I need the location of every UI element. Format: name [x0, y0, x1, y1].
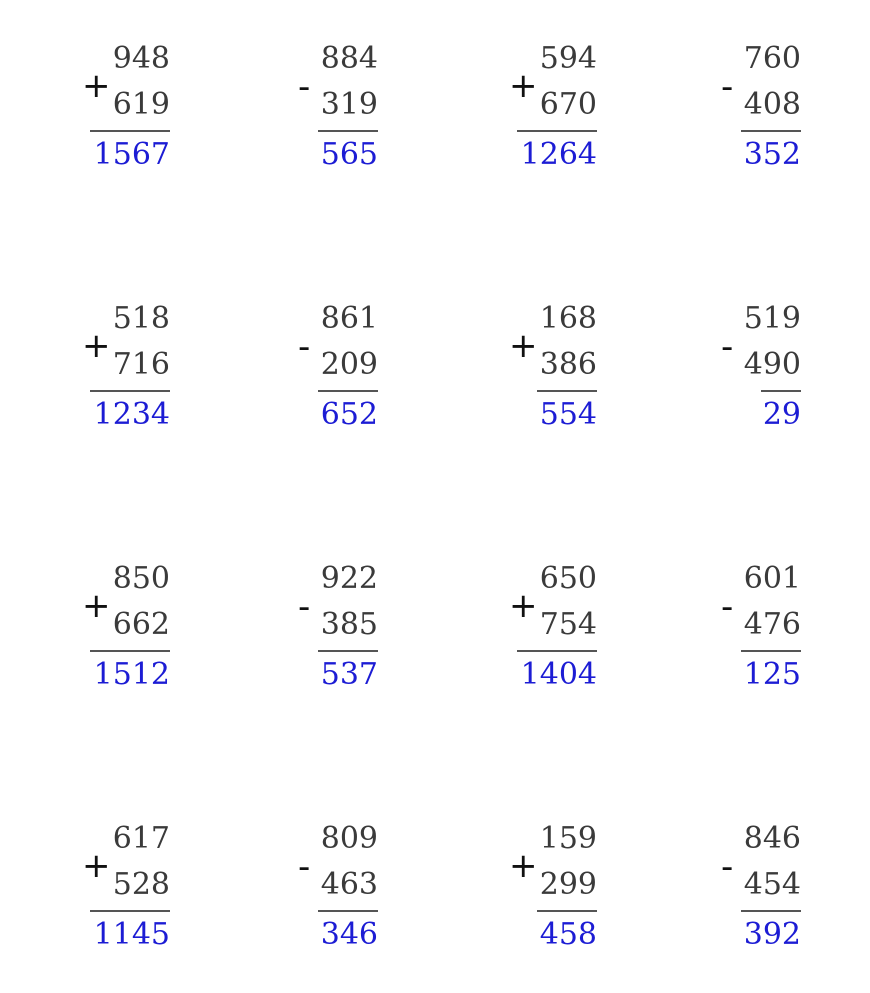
plus-sign: + [509, 846, 538, 886]
bottom-operand: 670 [539, 87, 597, 122]
top-operand: 809 [320, 821, 378, 856]
problem-subtraction [288, 42, 388, 182]
answer: 29 [762, 397, 801, 432]
answer-line [318, 390, 378, 392]
answer: 458 [539, 917, 597, 952]
top-operand: 948 [112, 41, 170, 76]
top-operand: 159 [539, 821, 597, 856]
problem-addition [80, 822, 180, 962]
bottom-operand: 490 [743, 347, 801, 382]
minus-sign: - [721, 847, 734, 887]
minus-sign: - [721, 67, 734, 107]
bottom-operand: 716 [112, 347, 170, 382]
problem-addition [507, 42, 607, 182]
top-operand: 922 [320, 561, 378, 596]
problem-addition [507, 562, 607, 702]
problem-addition [80, 562, 180, 702]
answer-line [517, 650, 597, 652]
plus-sign: + [82, 326, 111, 366]
top-operand: 519 [743, 301, 801, 336]
plus-sign: + [509, 586, 538, 626]
answer: 652 [320, 397, 378, 432]
bottom-operand: 619 [112, 87, 170, 122]
answer-line [90, 650, 170, 652]
answer: 1567 [93, 137, 170, 172]
answer: 1264 [520, 137, 597, 172]
problem-subtraction [288, 302, 388, 442]
answer: 352 [743, 137, 801, 172]
bottom-operand: 386 [539, 347, 597, 382]
problem-subtraction [711, 562, 811, 702]
top-operand: 594 [539, 41, 597, 76]
top-operand: 168 [539, 301, 597, 336]
bottom-operand: 754 [539, 607, 597, 642]
bottom-operand: 454 [743, 867, 801, 902]
problem-addition [80, 42, 180, 182]
answer-line [741, 910, 801, 912]
problem-addition [507, 822, 607, 962]
answer: 1234 [93, 397, 170, 432]
answer-line [318, 130, 378, 132]
bottom-operand: 385 [320, 607, 378, 642]
answer: 554 [539, 397, 597, 432]
answer-line [318, 910, 378, 912]
plus-sign: + [82, 846, 111, 886]
bottom-operand: 662 [112, 607, 170, 642]
answer-line [90, 390, 170, 392]
plus-sign: + [82, 586, 111, 626]
plus-sign: + [509, 66, 538, 106]
minus-sign: - [298, 327, 311, 367]
answer-line [90, 130, 170, 132]
minus-sign: - [721, 587, 734, 627]
problem-subtraction [288, 562, 388, 702]
answer: 1145 [93, 917, 170, 952]
top-operand: 884 [320, 41, 378, 76]
minus-sign: - [721, 327, 734, 367]
problem-subtraction [711, 42, 811, 182]
top-operand: 846 [743, 821, 801, 856]
answer: 1404 [520, 657, 597, 692]
answer-line [537, 390, 597, 392]
answer-line [90, 910, 170, 912]
problem-subtraction [711, 822, 811, 962]
minus-sign: - [298, 847, 311, 887]
bottom-operand: 528 [112, 867, 170, 902]
bottom-operand: 299 [539, 867, 597, 902]
bottom-operand: 463 [320, 867, 378, 902]
answer: 1512 [93, 657, 170, 692]
top-operand: 601 [743, 561, 801, 596]
problem-addition [80, 302, 180, 442]
bottom-operand: 319 [320, 87, 378, 122]
top-operand: 617 [112, 821, 170, 856]
answer-line [761, 390, 801, 392]
bottom-operand: 476 [743, 607, 801, 642]
answer: 537 [320, 657, 378, 692]
answer-line [741, 130, 801, 132]
plus-sign: + [82, 66, 111, 106]
answer-line [537, 910, 597, 912]
answer-line [741, 650, 801, 652]
problem-subtraction [288, 822, 388, 962]
minus-sign: - [298, 587, 311, 627]
top-operand: 850 [112, 561, 170, 596]
bottom-operand: 408 [743, 87, 801, 122]
answer-line [517, 130, 597, 132]
bottom-operand: 209 [320, 347, 378, 382]
top-operand: 650 [539, 561, 597, 596]
answer-line [318, 650, 378, 652]
answer: 346 [320, 917, 378, 952]
plus-sign: + [509, 326, 538, 366]
answer: 565 [320, 137, 378, 172]
top-operand: 861 [320, 301, 378, 336]
answer: 125 [743, 657, 801, 692]
problem-subtraction [711, 302, 811, 442]
problem-addition [507, 302, 607, 442]
minus-sign: - [298, 67, 311, 107]
top-operand: 518 [112, 301, 170, 336]
answer: 392 [743, 917, 801, 952]
top-operand: 760 [743, 41, 801, 76]
